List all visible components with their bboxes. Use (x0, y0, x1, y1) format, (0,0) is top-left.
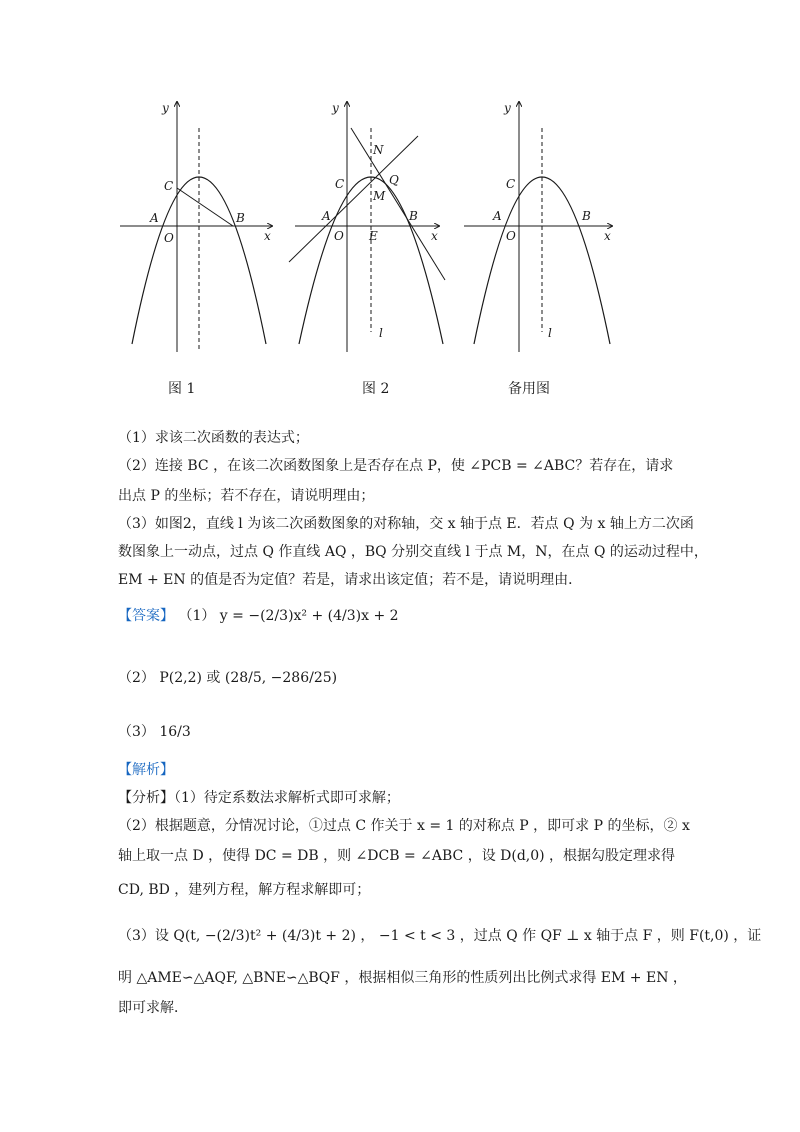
label-c: C (506, 177, 516, 191)
caption-fig3: 备用图 (508, 381, 550, 397)
question-line-2: （2）连接 BC ，在该二次函数图象上是否存在点 P，使 ∠PCB = ∠ABC？若存在，请求 (118, 458, 674, 474)
label-b: B (582, 209, 591, 223)
line-aq (289, 136, 418, 262)
figure-3 (464, 101, 612, 352)
answer-line-1 (118, 606, 399, 626)
label-x: x (431, 229, 438, 243)
label-y: y (332, 101, 339, 115)
label-c: C (164, 179, 174, 193)
question-line-4: （3）如图2，直线 l 为该二次函数图象的对称轴，交 x 轴于点 E．若点 Q 为 x 轴上方二次函 (118, 516, 694, 532)
figures (112, 92, 632, 362)
analysis-line-6: 明 △AME∽△AQF, △BNE∽△BQF ，根据相似三角形的性质列出比例式求得 EM + EN ， (118, 970, 687, 986)
analysis-line-4: CD, BD ，建列方程，解方程求解即可； (118, 882, 371, 898)
analysis-line-7: 即可求解． (118, 1000, 188, 1016)
label-b: B (409, 209, 418, 223)
figure-1 (120, 101, 272, 352)
analysis-line-5: （3）设 Q(t, −(2/3)t² + (4/3)t + 2) ， −1 < t < 3 ，过点 Q 作 QF ⊥ x 轴于点 F ，则 F(t,0) ，证 (118, 928, 762, 944)
question-line-6: EM + EN 的值是否为定值？若是，请求出该定值；若不是，请说明理由． (118, 572, 583, 588)
answer-part-1: （1） y = −(2/3)x² + (4/3)x + 2 (178, 608, 399, 624)
answer-line-3: （3） 16/3 (118, 724, 191, 740)
question-line-3: 出点 P 的坐标；若不存在，请说明理由； (118, 488, 375, 504)
label-c: C (335, 177, 345, 191)
caption-fig2: 图 2 (362, 381, 390, 397)
segment-cb (177, 188, 233, 226)
analysis-line-2: （2）根据题意，分情况讨论，①过点 C 作关于 x = 1 的对称点 P ，即可求 P 的坐标，② x (118, 818, 690, 834)
label-o: O (164, 231, 174, 245)
answer-line-2: （2） P(2,2) 或 (28/5, −286/25) (118, 670, 338, 686)
label-y: y (162, 101, 169, 115)
label-n: N (373, 143, 384, 157)
label-m: M (373, 189, 386, 203)
label-o: O (506, 229, 516, 243)
caption-fig1: 图 1 (168, 381, 196, 397)
label-l: l (379, 326, 383, 340)
analysis-tag: 【解析】 (118, 762, 174, 778)
label-q: Q (389, 173, 399, 187)
figure-2 (289, 101, 445, 352)
label-a: A (150, 211, 159, 225)
label-b: B (236, 211, 245, 225)
label-a: A (322, 209, 331, 223)
label-l: l (548, 326, 552, 340)
analysis-line-1: 【分析】（1）待定系数法求解析式即可求解； (118, 790, 400, 806)
label-e: E (369, 229, 378, 243)
label-x: x (264, 229, 271, 243)
label-o: O (334, 229, 344, 243)
question-line-5: 数图象上一动点，过点 Q 作直线 AQ ，BQ 分别交直线 l 于点 M，N，在点 Q 的运动过程中， (118, 544, 708, 560)
answer-tag: 【答案】 (118, 608, 174, 624)
label-x: x (604, 229, 611, 243)
label-y: y (504, 101, 511, 115)
analysis-line-3: 轴上取一点 D ，使得 DC = DB ，则 ∠DCB = ∠ABC ，设 D(d,0) ，根据勾股定理求得 (118, 848, 676, 864)
line-bq (351, 128, 445, 280)
question-line-1: （1）求该二次函数的表达式； (118, 430, 309, 446)
label-a: A (493, 209, 502, 223)
